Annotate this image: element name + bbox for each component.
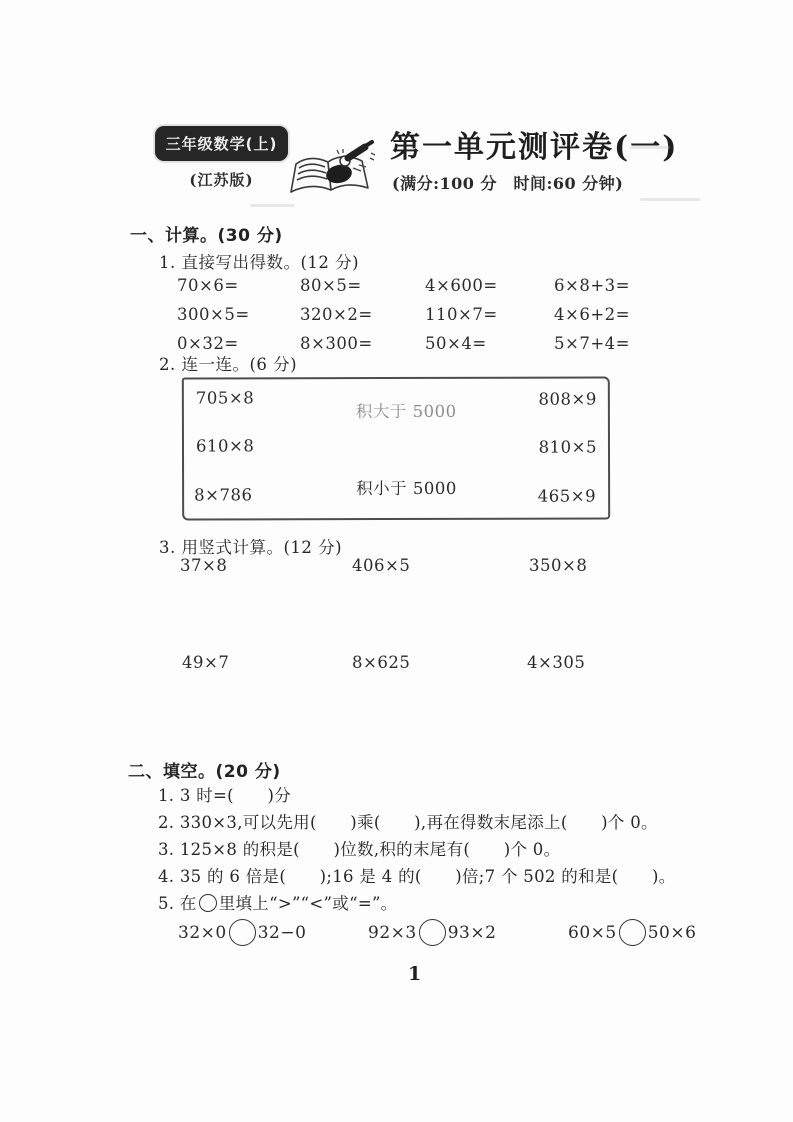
match-left-item: 8×786 bbox=[194, 485, 253, 505]
match-target-greater: 积大于 5000 bbox=[355, 401, 457, 422]
edition-label: (江苏版) bbox=[189, 171, 254, 189]
blank-circle bbox=[199, 894, 217, 912]
fill-item-3: 3. 125×8 的积是( )位数,积的末尾有( )个 0。 bbox=[158, 840, 561, 859]
comparison-circle bbox=[619, 919, 646, 946]
problem: 6×8+3= bbox=[554, 276, 630, 295]
comparison-left: 60×5 bbox=[568, 923, 617, 943]
fill-item-1: 1. 3 时=( )分 bbox=[158, 786, 292, 805]
problem: 350×8 bbox=[529, 556, 588, 575]
match-right-item: 808×9 bbox=[538, 389, 597, 409]
section-2-heading: 二、填空。(20 分) bbox=[128, 762, 281, 782]
problem: 4×600= bbox=[425, 276, 498, 295]
comparison-circle bbox=[419, 919, 446, 946]
comparison-left: 32×0 bbox=[178, 923, 227, 943]
match-right-item: 465×9 bbox=[537, 486, 597, 506]
matching-box bbox=[182, 376, 610, 520]
problem: 5×7+4= bbox=[554, 334, 630, 353]
match-right-item: 810×5 bbox=[538, 437, 598, 457]
scan-artifact bbox=[630, 146, 670, 149]
problem: 80×5= bbox=[300, 276, 362, 295]
problem: 50×4= bbox=[425, 334, 487, 353]
match-left-item: 705×8 bbox=[195, 388, 255, 408]
grade-badge: 三年级数学(上) bbox=[155, 126, 288, 161]
comparison-item bbox=[178, 919, 306, 946]
comparison-item bbox=[368, 919, 496, 946]
problem: 8×625 bbox=[352, 653, 411, 672]
problem: 70×6= bbox=[177, 276, 239, 295]
vertical-calculation-row-1 bbox=[180, 556, 587, 575]
fill-item-4: 4. 35 的 6 倍是( );16 是 4 的( )倍;7 个 502 的和是( )。 bbox=[158, 867, 676, 886]
fill-item-5-prefix: 5. 在 bbox=[158, 894, 197, 913]
page-title: 第一单元测评卷(一) bbox=[390, 130, 679, 165]
problem: 0×32= bbox=[177, 334, 239, 353]
problem: 4×305 bbox=[527, 653, 586, 672]
comparison-circle bbox=[229, 919, 256, 946]
scan-artifact bbox=[250, 204, 295, 207]
problem: 49×7 bbox=[182, 653, 230, 672]
problem: 37×8 bbox=[180, 556, 228, 575]
scan-artifact bbox=[640, 198, 700, 201]
question-2-label: 2. 连一连。(6 分) bbox=[159, 355, 298, 374]
problem: 4×6+2= bbox=[554, 305, 630, 324]
oral-calculation-grid bbox=[177, 271, 639, 358]
page-number: 1 bbox=[408, 963, 422, 985]
match-left-item: 610×8 bbox=[195, 436, 255, 456]
question-3-label: 3. 用竖式计算。(12 分) bbox=[159, 538, 343, 557]
problem: 110×7= bbox=[425, 305, 498, 324]
problem: 8×300= bbox=[300, 334, 373, 353]
question-1-label: 1. 直接写出得数。(12 分) bbox=[159, 253, 360, 272]
comparison-right: 32−0 bbox=[257, 923, 307, 943]
fill-item-5-suffix: 里填上“>”“<”或“=”。 bbox=[218, 894, 398, 913]
page-subtitle: (满分:100 分 时间:60 分钟) bbox=[392, 174, 624, 193]
comparison-right: 93×2 bbox=[447, 923, 497, 943]
section-1-heading: 一、计算。(30 分) bbox=[130, 226, 283, 246]
vertical-calculation-row-2 bbox=[182, 653, 585, 672]
problem: 300×5= bbox=[177, 305, 250, 324]
comparison-left: 92×3 bbox=[368, 923, 417, 943]
comparison-right: 50×6 bbox=[647, 923, 697, 943]
book-telescope-illustration bbox=[283, 137, 379, 207]
match-target-less: 积小于 5000 bbox=[356, 478, 457, 499]
problem: 320×2= bbox=[300, 305, 373, 324]
fill-item-2: 2. 330×3,可以先用( )乘( ),再在得数末尾添上( )个 0。 bbox=[158, 813, 658, 832]
fill-item-5 bbox=[158, 890, 397, 914]
problem: 406×5 bbox=[352, 556, 411, 575]
comparison-item bbox=[568, 919, 696, 946]
